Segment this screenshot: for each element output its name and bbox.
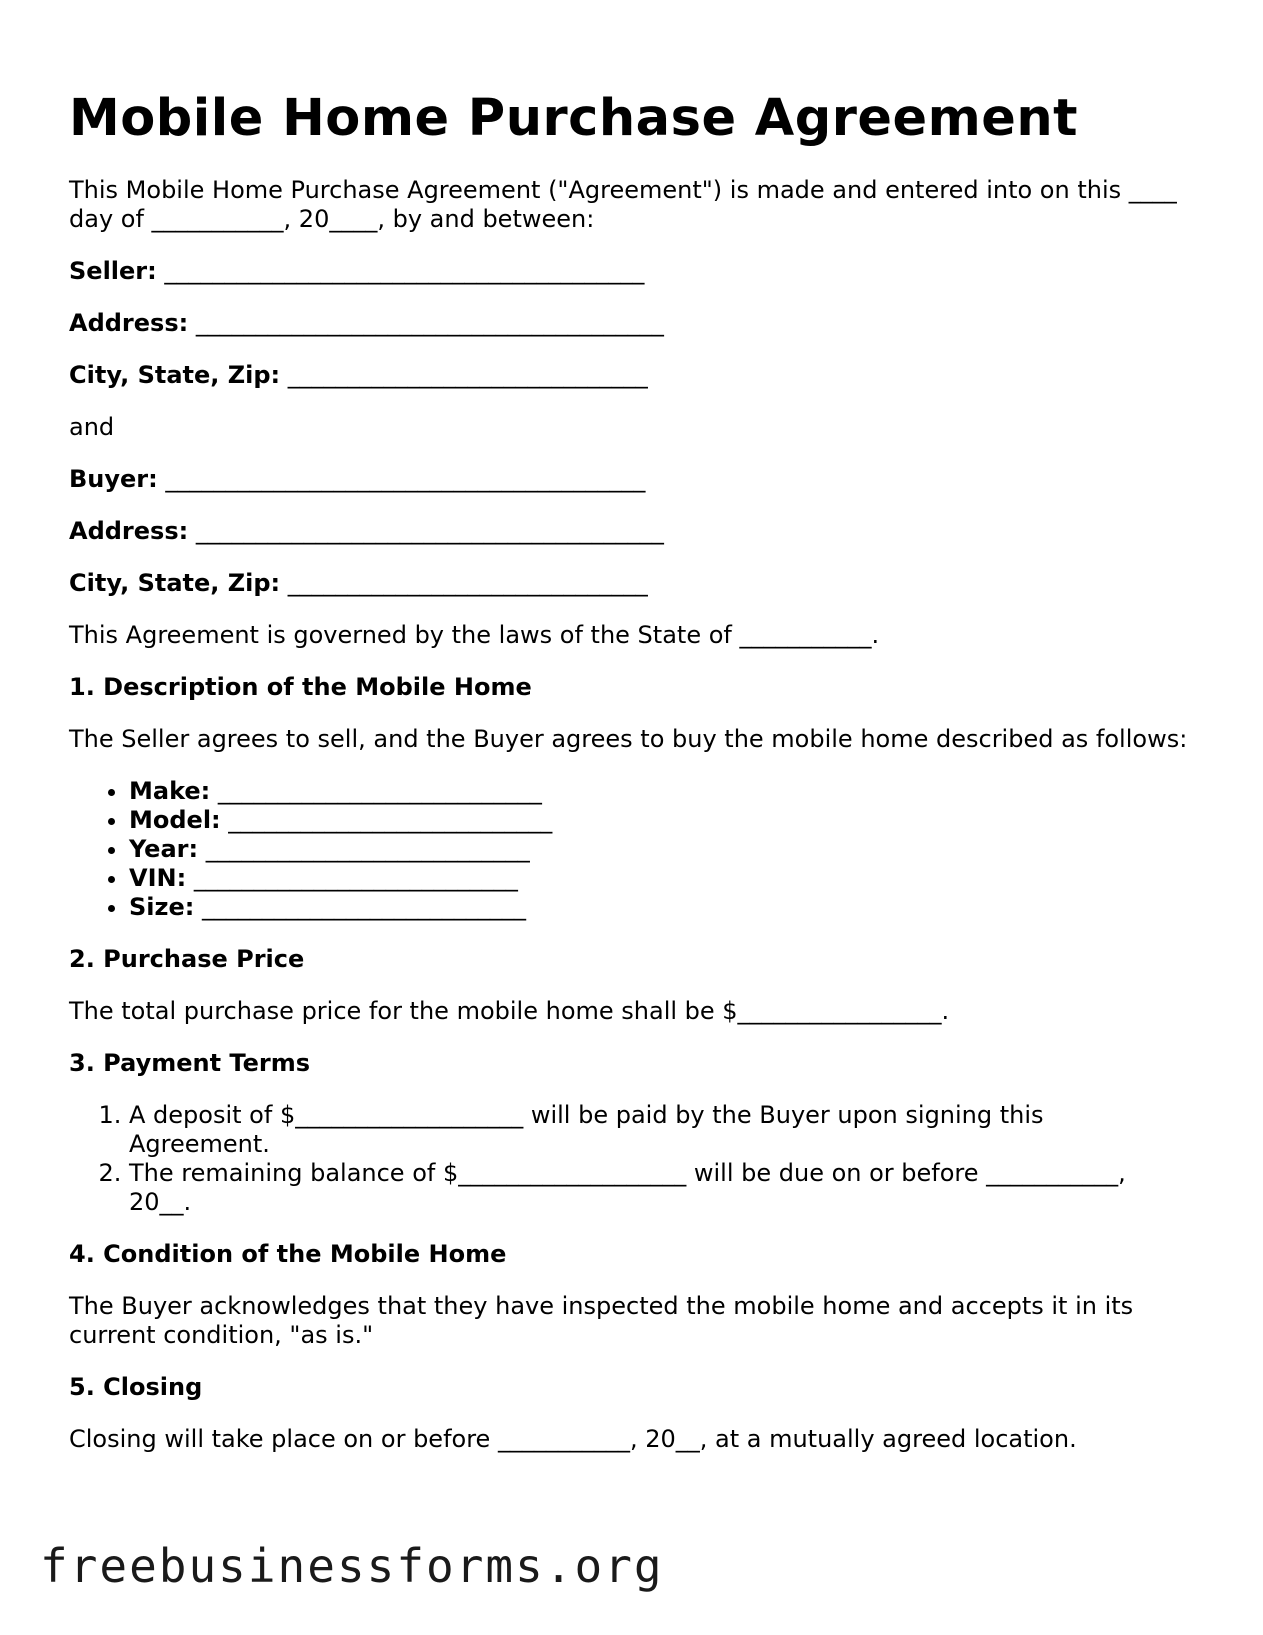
mobile-home-details-list: [69, 777, 1189, 922]
buyer-city-label: City, State, Zip:: [69, 569, 281, 597]
year-label: Year:: [129, 835, 199, 863]
seller-name-field: [69, 257, 1189, 286]
governing-law-text: This Agreement is governed by the laws of the State of ___________.: [69, 621, 880, 649]
model-blank: ___________________________: [228, 806, 553, 834]
section-1-heading: 1. Description of the Mobile Home: [69, 673, 532, 701]
buyer-name-blank: ________________________________________: [165, 465, 646, 493]
size-label: Size:: [129, 893, 195, 921]
intro-paragraph: This Mobile Home Purchase Agreement ("Agreement") is made and entered into on this ____ day of ___________, 20____, by and between:: [69, 176, 1177, 233]
section-4-text: The Buyer acknowledges that they have inspected the mobile home and accepts it in its current condition, "as is.": [69, 1292, 1134, 1349]
section-1-text: The Seller agrees to sell, and the Buyer agrees to buy the mobile home described as follows:: [69, 725, 1188, 753]
and-text: and: [69, 413, 115, 441]
list-item: [129, 864, 1189, 893]
section-2-heading: 2. Purchase Price: [69, 945, 305, 973]
section-3-heading: 3. Payment Terms: [69, 1049, 311, 1077]
make-label: Make:: [129, 777, 211, 805]
watermark: freebusinessforms.org: [40, 1539, 664, 1593]
seller-city-label: City, State, Zip:: [69, 361, 281, 389]
make-blank: ___________________________: [217, 777, 542, 805]
year-blank: ___________________________: [205, 835, 530, 863]
buyer-address-blank: _______________________________________: [195, 517, 664, 545]
list-item: [129, 835, 1189, 864]
model-label: Model:: [129, 806, 221, 834]
document-page: [69, 88, 1189, 1477]
buyer-address-field: [69, 517, 1189, 546]
list-item: 2. The remaining balance of $___________________ will be due on or before ___________, 20__.: [129, 1159, 1189, 1217]
document-title: Mobile Home Purchase Agreement: [69, 89, 1079, 148]
buyer-name-label: Buyer:: [69, 465, 158, 493]
buyer-city-field: [69, 569, 1189, 598]
buyer-city-blank: ______________________________: [287, 569, 648, 597]
vin-label: VIN:: [129, 864, 187, 892]
section-2-text: The total purchase price for the mobile home shall be $_________________.: [69, 997, 950, 1025]
list-item: [129, 893, 1189, 922]
buyer-name-field: [69, 465, 1189, 494]
list-item: 1. A deposit of $___________________ will be paid by the Buyer upon signing this Agreement.: [129, 1101, 1189, 1159]
section-5-heading: 5. Closing: [69, 1373, 203, 1401]
size-blank: ___________________________: [202, 893, 526, 921]
seller-city-blank: ______________________________: [287, 361, 648, 389]
seller-name-blank: ________________________________________: [164, 257, 645, 285]
seller-address-blank: _______________________________________: [195, 309, 664, 337]
list-item: [129, 806, 1189, 835]
seller-address-field: [69, 309, 1189, 338]
payment-terms-list: [69, 1101, 1189, 1217]
seller-city-field: [69, 361, 1189, 390]
seller-address-label: Address:: [69, 309, 189, 337]
buyer-address-label: Address:: [69, 517, 189, 545]
section-4-heading: 4. Condition of the Mobile Home: [69, 1240, 507, 1268]
seller-name-label: Seller:: [69, 257, 157, 285]
list-item: [129, 777, 1189, 806]
section-5-text: Closing will take place on or before ___________, 20__, at a mutually agreed location.: [69, 1425, 1077, 1453]
vin-blank: ___________________________: [193, 864, 518, 892]
